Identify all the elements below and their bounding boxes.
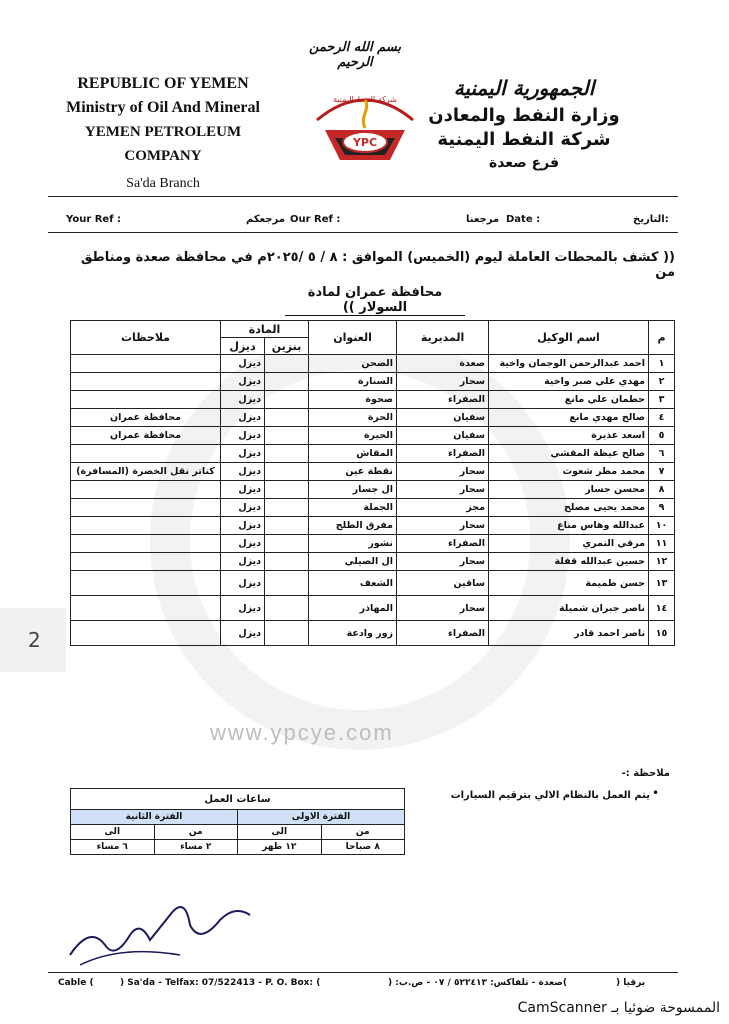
row-agent: محمد مطر شعوث xyxy=(489,463,649,481)
row-address: الشعف xyxy=(309,571,397,596)
row-district: سفيان xyxy=(397,409,489,427)
note-text: يتم العمل بالنظام الالي بترقيم السيارات xyxy=(450,790,650,801)
row-diesel: ديزل xyxy=(221,553,265,571)
row-agent: احمد عبدالرحمن الوجمان واخية xyxy=(489,355,649,373)
row-petrol xyxy=(265,499,309,517)
basmala: بسم الله الرحمن الرحيم xyxy=(309,40,401,70)
row-district: ساقين xyxy=(397,571,489,596)
row-address: مفرق الطلح xyxy=(309,517,397,535)
row-petrol xyxy=(265,445,309,463)
table-row xyxy=(71,596,675,621)
table-row xyxy=(71,517,675,535)
table-row xyxy=(71,427,675,445)
row-num: ١٥ xyxy=(649,621,675,646)
row-notes xyxy=(71,517,221,535)
logo-arabic-arc: شركة النفط اليمنية xyxy=(333,95,397,104)
row-address: المقاش xyxy=(309,445,397,463)
period2-to-value: ٦ مساء xyxy=(71,840,155,855)
row-petrol xyxy=(265,596,309,621)
row-notes: محافظة عمران xyxy=(71,409,221,427)
row-notes xyxy=(71,391,221,409)
period1-from-value: ٨ صباحا xyxy=(321,840,405,855)
date-label-ar: التاريخ: xyxy=(633,214,669,225)
col-header-agent: اسم الوكيل xyxy=(489,321,649,355)
row-petrol xyxy=(265,409,309,427)
row-diesel: ديزل xyxy=(221,391,265,409)
row-diesel: ديزل xyxy=(221,481,265,499)
english-letterhead xyxy=(58,72,268,196)
table-row xyxy=(71,499,675,517)
row-notes xyxy=(71,596,221,621)
row-diesel: ديزل xyxy=(221,621,265,646)
row-district: سفيان xyxy=(397,427,489,445)
row-address: السنارة xyxy=(309,373,397,391)
row-address: ال الصيلي xyxy=(309,553,397,571)
row-petrol xyxy=(265,571,309,596)
company-name: YEMEN PETROLEUM COMPANY xyxy=(84,124,242,164)
our-ref-label: Our Ref : xyxy=(290,214,341,225)
row-petrol xyxy=(265,481,309,499)
footer-ar-contact: )صعدة - تلفاكس: ٥٢٢٤١٣ / ٠٧ - ص.ب: ( xyxy=(388,978,567,988)
row-petrol xyxy=(265,355,309,373)
ypc-logo-icon xyxy=(305,80,425,175)
col-header-district: المديرية xyxy=(397,321,489,355)
ministry-name: Ministry of Oil And Mineral xyxy=(66,99,260,116)
footer-ar-cable: برقيا ( xyxy=(616,978,646,988)
row-address: ال جسار xyxy=(309,481,397,499)
row-num: ٥ xyxy=(649,427,675,445)
header-divider xyxy=(48,196,678,197)
working-hours-table xyxy=(70,788,405,855)
row-diesel: ديزل xyxy=(221,427,265,445)
row-diesel: ديزل xyxy=(221,571,265,596)
row-num: ٦ xyxy=(649,445,675,463)
row-diesel: ديزل xyxy=(221,499,265,517)
your-ref-label: Your Ref : xyxy=(66,214,122,225)
row-num: ٧ xyxy=(649,463,675,481)
row-diesel: ديزل xyxy=(221,596,265,621)
ref-divider xyxy=(48,232,678,233)
period2-from-value: ٢ مساء xyxy=(154,840,238,855)
row-district: سحار xyxy=(397,373,489,391)
row-district: سحار xyxy=(397,481,489,499)
row-num: ١٠ xyxy=(649,517,675,535)
table-row xyxy=(71,553,675,571)
signature-icon xyxy=(60,885,260,975)
footer-divider xyxy=(48,972,678,973)
row-address: الحرة xyxy=(309,409,397,427)
row-address: الحيرة xyxy=(309,427,397,445)
row-petrol xyxy=(265,463,309,481)
row-num: ٤ xyxy=(649,409,675,427)
row-num: ٩ xyxy=(649,499,675,517)
col-header-num: م xyxy=(649,321,675,355)
our-ref-label-ar: مرجعنا xyxy=(466,214,500,225)
period2-label: الفترة الثانية xyxy=(71,810,238,825)
logo-text: YPC xyxy=(352,136,378,149)
row-district: الصفراء xyxy=(397,391,489,409)
row-agent: محمد يحيى مصلح xyxy=(489,499,649,517)
row-address: نشور xyxy=(309,535,397,553)
row-notes xyxy=(71,535,221,553)
period1-from-label: من xyxy=(321,825,405,840)
row-num: ١٢ xyxy=(649,553,675,571)
row-district: سحار xyxy=(397,463,489,481)
company-name-ar: شركة النفط اليمنية xyxy=(437,129,611,150)
branch-name: Sa'da Branch xyxy=(126,176,200,191)
row-petrol xyxy=(265,373,309,391)
row-address: صحوة xyxy=(309,391,397,409)
your-ref-label-ar: مرجعكم xyxy=(246,214,285,225)
note-label: ملاحظة :- xyxy=(621,768,670,779)
row-address: الجملة xyxy=(309,499,397,517)
row-num: ١ xyxy=(649,355,675,373)
table-row xyxy=(71,463,675,481)
republic-name-ar: الجمهورية اليمنية xyxy=(453,76,595,100)
date-label: Date : xyxy=(506,214,541,225)
row-notes: محافظة عمران xyxy=(71,427,221,445)
row-district: الصفراء xyxy=(397,445,489,463)
row-district: سحار xyxy=(397,553,489,571)
row-diesel: ديزل xyxy=(221,355,265,373)
row-address: زور وادعة xyxy=(309,621,397,646)
row-petrol xyxy=(265,553,309,571)
table-row xyxy=(71,481,675,499)
row-diesel: ديزل xyxy=(221,517,265,535)
row-address: الصحن xyxy=(309,355,397,373)
table-row xyxy=(71,391,675,409)
period1-label: الفترة الاولى xyxy=(238,810,405,825)
footer-en-contact: ) Sa'da - Telfax: 07/522413 - P. O. Box: ( xyxy=(120,978,321,988)
footer-cable: Cable ( xyxy=(58,978,94,988)
report-title: (( كشف بالمحطات العاملة ليوم (الخميس) الموافق : ٨ / ٥ /٢٠٢٥م في محافظة صعدة ومناطق من xyxy=(80,250,675,280)
watermark-url: www.ypcye.com xyxy=(210,720,394,745)
row-agent: حطمان علي مانع xyxy=(489,391,649,409)
row-num: ٢ xyxy=(649,373,675,391)
camscanner-mark: الممسوحة ضوئيا بـ CamScanner xyxy=(517,1000,720,1016)
row-address: المهاذر xyxy=(309,596,397,621)
row-agent: اسعد عذيرة xyxy=(489,427,649,445)
row-notes xyxy=(71,553,221,571)
col-header-material: المادة xyxy=(221,321,309,338)
table-row xyxy=(71,621,675,646)
stations-table xyxy=(70,320,675,646)
period2-from-label: من xyxy=(154,825,238,840)
row-agent: ناصر جبران شميلة xyxy=(489,596,649,621)
row-num: ١١ xyxy=(649,535,675,553)
table-row xyxy=(71,535,675,553)
row-notes xyxy=(71,445,221,463)
row-diesel: ديزل xyxy=(221,445,265,463)
row-diesel: ديزل xyxy=(221,409,265,427)
row-petrol xyxy=(265,391,309,409)
row-agent: صالح عيظة المقشي xyxy=(489,445,649,463)
row-diesel: ديزل xyxy=(221,535,265,553)
row-notes xyxy=(71,571,221,596)
row-diesel: ديزل xyxy=(221,373,265,391)
row-notes xyxy=(71,373,221,391)
row-notes xyxy=(71,481,221,499)
col-header-diesel: ديزل xyxy=(221,338,265,355)
table-row xyxy=(71,445,675,463)
row-district: مجز xyxy=(397,499,489,517)
row-district: سحار xyxy=(397,596,489,621)
bullet-icon: • xyxy=(652,786,660,800)
branch-name-ar: فرع صعدة xyxy=(488,155,560,171)
hours-title: ساعات العمل xyxy=(71,789,405,810)
table-row xyxy=(71,409,675,427)
row-notes xyxy=(71,499,221,517)
row-num: ١٣ xyxy=(649,571,675,596)
arabic-letterhead xyxy=(409,72,639,174)
reference-line xyxy=(58,214,668,230)
side-page-number: 2 xyxy=(28,628,41,652)
period1-to-label: الى xyxy=(238,825,322,840)
table-row xyxy=(71,373,675,391)
row-district: الصفراء xyxy=(397,621,489,646)
row-petrol xyxy=(265,427,309,445)
row-num: ٨ xyxy=(649,481,675,499)
row-agent: مرقي النمري xyxy=(489,535,649,553)
row-diesel: ديزل xyxy=(221,463,265,481)
row-notes xyxy=(71,621,221,646)
row-agent: حسين عبدالله قفلة xyxy=(489,553,649,571)
table-row xyxy=(71,571,675,596)
ministry-name-ar: وزارة النفط والمعادن xyxy=(428,105,620,126)
col-header-notes: ملاحظات xyxy=(71,321,221,355)
row-district: صعدة xyxy=(397,355,489,373)
report-subtitle: محافظة عمران لمادة السولار )) xyxy=(285,285,465,316)
row-agent: صالح مهدي مانع xyxy=(489,409,649,427)
row-petrol xyxy=(265,535,309,553)
row-agent: حسن طميمة xyxy=(489,571,649,596)
period2-to-label: الى xyxy=(71,825,155,840)
republic-name: REPUBLIC OF YEMEN xyxy=(77,75,249,92)
period1-to-value: ١٢ ظهر xyxy=(238,840,322,855)
row-agent: محسن جسار xyxy=(489,481,649,499)
row-district: الصفراء xyxy=(397,535,489,553)
row-num: ١٤ xyxy=(649,596,675,621)
row-agent: عبدالله وهاس مناع xyxy=(489,517,649,535)
row-petrol xyxy=(265,621,309,646)
row-notes xyxy=(71,355,221,373)
row-num: ٣ xyxy=(649,391,675,409)
col-header-petrol: بنزين xyxy=(265,338,309,355)
row-petrol xyxy=(265,517,309,535)
row-notes: كناتر نقل الخضرة (المسافرة) xyxy=(71,463,221,481)
row-agent: مهدي علي صبر واخية xyxy=(489,373,649,391)
row-district: سحار xyxy=(397,517,489,535)
col-header-address: العنوان xyxy=(309,321,397,355)
table-row xyxy=(71,355,675,373)
row-address: نقطة عين xyxy=(309,463,397,481)
row-agent: ناصر احمد قادر xyxy=(489,621,649,646)
